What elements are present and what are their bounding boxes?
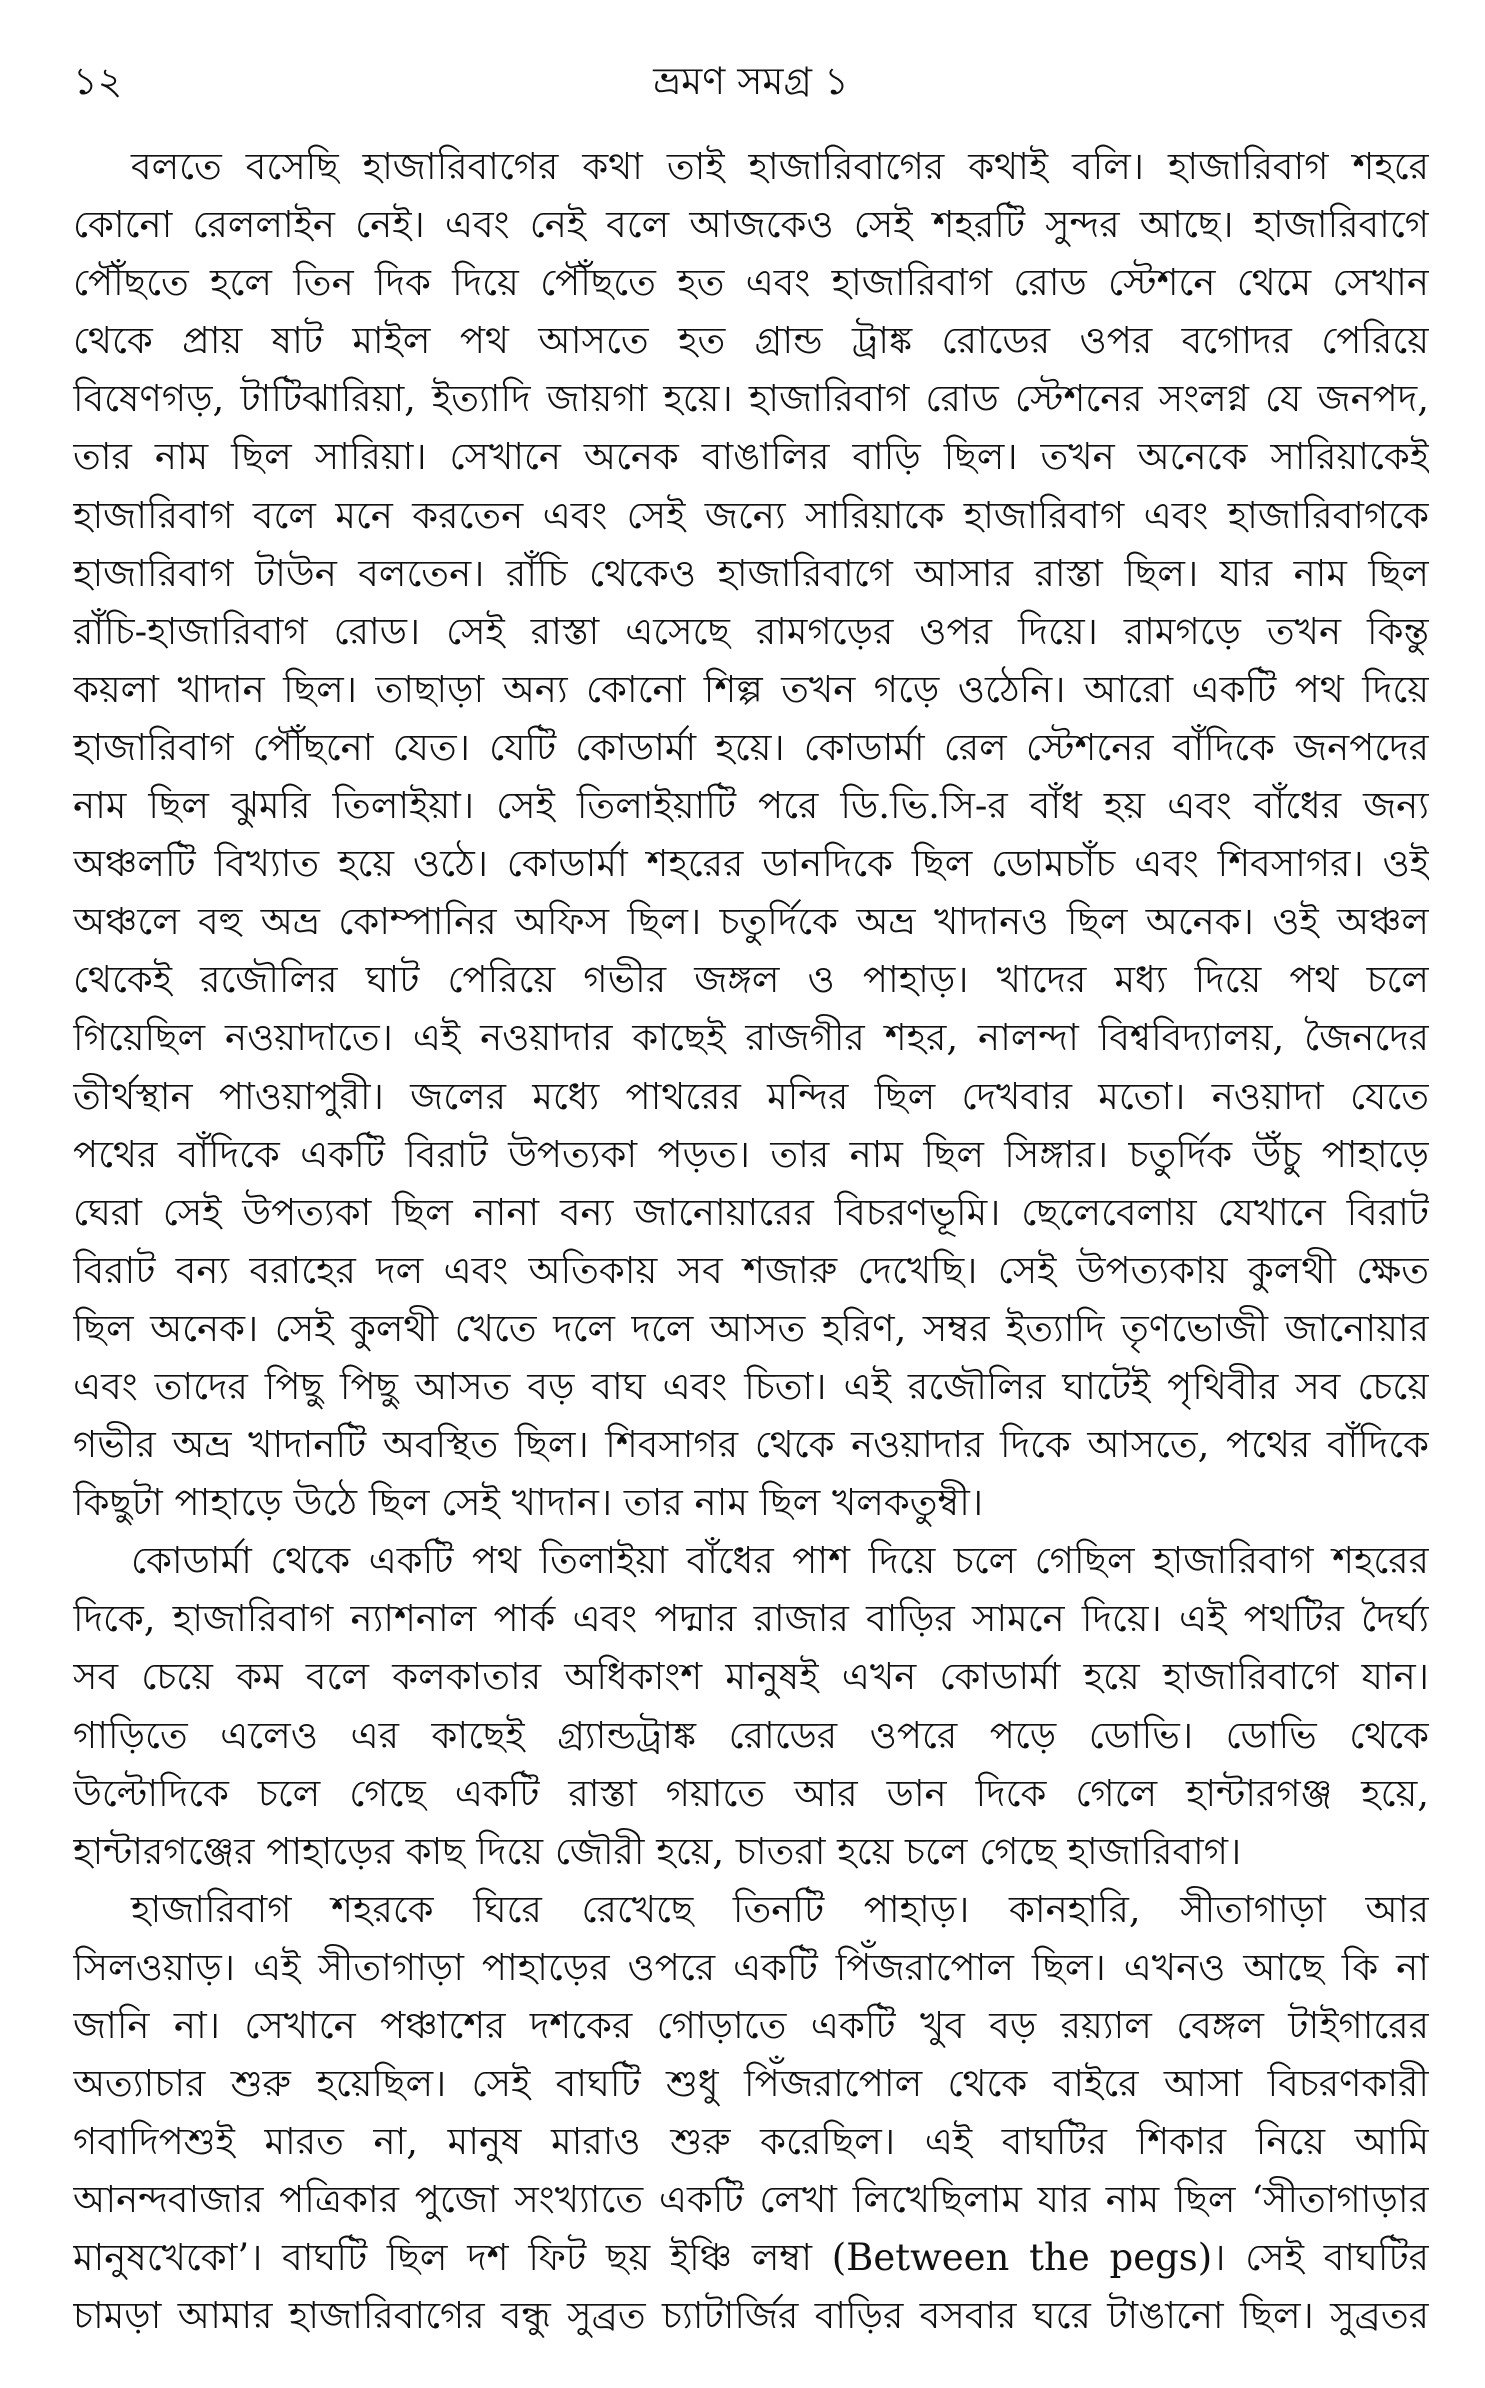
paragraph-first-line: কোডার্মা থেকে একটি পথ তিলাইয়া বাঁধের পাশ দিয়ে চলে গেছিল হাজারিবাগ শহরের: [131, 1539, 1429, 1583]
text-line: এবং তাদের পিছু পিছু আসত বড় বাঘ এবং চিতা। এই রজৌলির ঘাটেই পৃথিবীর সব চেয়ে: [73, 1364, 1429, 1408]
text-line: ঘেরা সেই উপত্যকা ছিল নানা বন্য জানোয়ারের বিচরণভূমি। ছেলেবেলায় যেখানে বিরাট: [73, 1190, 1429, 1234]
text-line: থেকেই রজৌলির ঘাট পেরিয়ে গভীর জঙ্গল ও পাহাড়। খাদের মধ্য দিয়ে পথ চলে: [73, 958, 1429, 1002]
running-header: [73, 52, 1429, 102]
text-line: কয়লা খাদান ছিল। তাছাড়া অন্য কোনো শিল্প তখন গড়ে ওঠেনি। আরো একটি পথ দিয়ে: [73, 667, 1429, 711]
text-line: কোনো রেললাইন নেই। এবং নেই বলে আজকেও সেই শহরটি সুন্দর আছে। হাজারিবাগে: [73, 203, 1429, 247]
text-line: অঞ্চলটি বিখ্যাত হয়ে ওঠে। কোডার্মা শহরের ডানদিকে ছিল ডোমচাঁচ এবং শিবসাগর। ওই: [73, 842, 1429, 886]
text-line: আনন্দবাজার পত্রিকার পুজো সংখ্যাতে একটি লেখা লিখেছিলাম যার নাম ছিল ‘সীতাগাড়ার: [73, 2178, 1429, 2222]
text-line: সব চেয়ে কম বলে কলকাতার অধিকাংশ মানুষই এখন কোডার্মা হয়ে হাজারিবাগে যান।: [73, 1655, 1429, 1699]
text-line: গিয়েছিল নওয়াদাতে। এই নওয়াদার কাছেই রাজগীর শহর, নালন্দা বিশ্ববিদ্যালয়, জৈনদের: [73, 1016, 1429, 1060]
text-line: উল্টোদিকে চলে গেছে একটি রাস্তা গয়াতে আর ডান দিকে গেলে হান্টারগঞ্জ হয়ে,: [73, 1771, 1429, 1815]
text-line: অত্যাচার শুরু হয়েছিল। সেই বাঘটি শুধু পিঁজরাপোল থেকে বাইরে আসা বিচরণকারী: [73, 2062, 1429, 2106]
text-line: হাজারিবাগ বলে মনে করতেন এবং সেই জন্যে সারিয়াকে হাজারিবাগ এবং হাজারিবাগকে: [73, 493, 1429, 537]
text-line: অঞ্চলে বহু অভ্র কোম্পানির অফিস ছিল। চতুর্দিকে অভ্র খাদানও ছিল অনেক। ওই অঞ্চল: [73, 900, 1429, 944]
text-line: জানি না। সেখানে পঞ্চাশের দশকের গোড়াতে একটি খুব বড় রয়্যাল বেঙ্গল টাইগারের: [73, 2004, 1429, 2047]
text-line: দিকে, হাজারিবাগ ন্যাশনাল পার্ক এবং পদ্মার রাজার বাড়ির সামনে দিয়ে। এই পথটির দৈর্ঘ্য: [73, 1597, 1429, 1641]
text-line: পথের বাঁদিকে একটি বিরাট উপত্যকা পড়ত। তার নাম ছিল সিঙ্গার। চতুর্দিক উঁচু পাহাড়ে: [73, 1132, 1429, 1176]
text-line: নাম ছিল ঝুমরি তিলাইয়া। সেই তিলাইয়াটি পরে ডি.ভি.সি-র বাঁধ হয় এবং বাঁধের জন্য: [73, 784, 1429, 828]
text-line: হাজারিবাগ পৌঁছনো যেত। যেটি কোডার্মা হয়ে। কোডার্মা রেল স্টেশনের বাঁদিকে জনপদের: [73, 725, 1429, 769]
text-line: তীর্থস্থান পাওয়াপুরী। জলের মধ্যে পাথরের মন্দির ছিল দেখবার মতো। নওয়াদা যেতে: [73, 1074, 1429, 1118]
text-line: বিষেণগড়, টাটিঝারিয়া, ইত্যাদি জায়গা হয়ে। হাজারিবাগ রোড স্টেশনের সংলগ্ন যে জনপদ,: [73, 377, 1429, 421]
text-line: মানুষখেকো’। বাঘটি ছিল দশ ফিট ছয় ইঞ্চি লম্বা (Between the pegs)। সেই বাঘটির: [73, 2236, 1429, 2280]
text-line: কিছুটা পাহাড়ে উঠে ছিল সেই খাদান। তার নাম ছিল খলকতুম্বী।: [73, 1481, 984, 1525]
page-body-text: [73, 138, 1429, 2346]
text-line: তার নাম ছিল সারিয়া। সেখানে অনেক বাঙালির বাড়ি ছিল। তখন অনেকে সারিয়াকেই: [73, 435, 1429, 479]
text-line: রাঁচি-হাজারিবাগ রোড। সেই রাস্তা এসেছে রামগড়ের ওপর দিয়ে। রামগড়ে তখন কিন্তু: [73, 609, 1429, 653]
text-line: গবাদিপশুই মারত না, মানুষ মারাও শুরু করেছিল। এই বাঘটির শিকার নিয়ে আমি: [73, 2120, 1429, 2164]
page-number: ১২: [73, 59, 123, 103]
text-line: চামড়া আমার হাজারিবাগের বন্ধু সুব্রত চ্যাটার্জির বাড়ির বসবার ঘরে টাঙানো ছিল। সুব্রতর: [73, 2294, 1429, 2338]
text-line: সিলওয়াড়। এই সীতাগাড়া পাহাড়ের ওপরে একটি পিঁজরাপোল ছিল। এখনও আছে কি না: [73, 1945, 1429, 1989]
text-line: ছিল অনেক। সেই কুলথী খেতে দলে দলে আসত হরিণ, সম্বর ইত্যাদি তৃণভোজী জানোয়ার: [73, 1306, 1429, 1350]
text-line: গাড়িতে এলেও এর কাছেই গ্র্যান্ডট্রাঙ্ক রোডের ওপরে পড়ে ডোভি। ডোভি থেকে: [73, 1713, 1429, 1757]
text-line: হাজারিবাগ টাউন বলতেন। রাঁচি থেকেও হাজারিবাগে আসার রাস্তা ছিল। যার নাম ছিল: [73, 551, 1429, 595]
text-line: হান্টারগঞ্জের পাহাড়ের কাছ দিয়ে জৌরী হয়ে, চাতরা হয়ে চলে গেছে হাজারিবাগ।: [73, 1829, 1242, 1873]
paragraph-first-line: হাজারিবাগ শহরকে ঘিরে রেখেছে তিনটি পাহাড়। কানহারি, সীতাগাড়া আর: [131, 1887, 1429, 1931]
text-line: বিরাট বন্য বরাহের দল এবং অতিকায় সব শজারু দেখেছি। সেই উপত্যকায় কুলথী ক্ষেত: [73, 1248, 1429, 1292]
text-line: পৌঁছতে হলে তিন দিক দিয়ে পৌঁছতে হত এবং হাজারিবাগ রোড স্টেশনে থেমে সেখান: [73, 261, 1429, 305]
paragraph-first-line: বলতে বসেছি হাজারিবাগের কথা তাই হাজারিবাগের কথাই বলি। হাজারিবাগ শহরে: [131, 145, 1429, 188]
text-line: গভীর অভ্র খাদানটি অবস্থিত ছিল। শিবসাগর থেকে নওয়াদার দিকে আসতে, পথের বাঁদিকে: [73, 1423, 1429, 1467]
text-line: থেকে প্রায় ষাট মাইল পথ আসতে হত গ্রান্ড ট্রাঙ্ক রোডের ওপর বগোদর পেরিয়ে: [73, 319, 1429, 363]
book-title: ভ্রমণ সমগ্র ১: [653, 59, 849, 103]
